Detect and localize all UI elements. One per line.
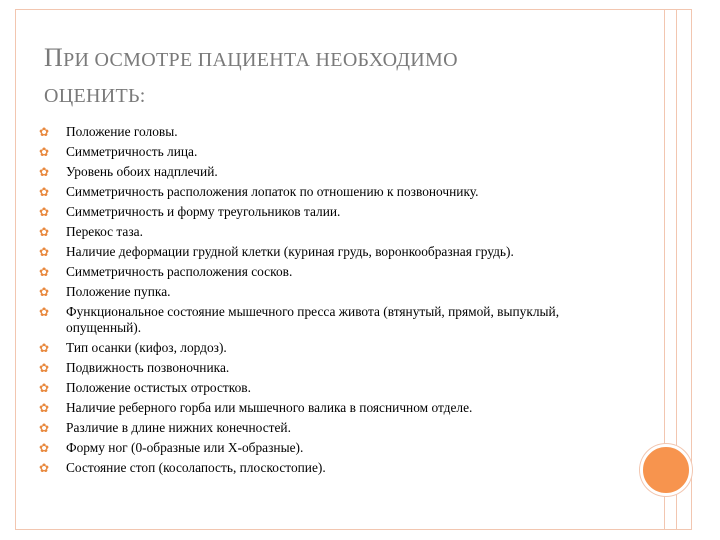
list-item [38,340,618,356]
flower-bullet-icon: ✿ [38,381,50,395]
flower-bullet-icon: ✿ [38,145,50,159]
list-item-text: Положение остистых отростков. [66,380,251,395]
list-item [38,304,618,336]
list-item-text: Симметричность расположения лопаток по отношению к позвоночнику. [66,184,479,199]
list-item-text: Тип осанки (кифоз, лордоз). [66,340,227,355]
list-item [38,144,618,160]
list-item [38,224,618,240]
list-item-text: Симметричность лица. [66,144,198,159]
list-item-text: Симметричность и форму треугольников талии. [66,204,341,219]
list-item-text: Различие в длине нижних конечностей. [66,420,291,435]
list-item-text: Наличие реберного горба или мышечного валика в поясничном отделе. [66,400,473,415]
list-item-text: Наличие деформации грудной клетки (куриная грудь, воронкообразная грудь). [66,244,514,259]
list-item [38,440,618,456]
list-item [38,284,618,300]
flower-bullet-icon: ✿ [38,125,50,139]
flower-bullet-icon: ✿ [38,305,50,319]
list-item [38,460,618,476]
title-initial: П [44,43,64,72]
title-line-2: ОЦЕНИТЬ: [44,85,146,107]
list-item [38,264,618,280]
list-item [38,124,618,140]
slide-title [44,40,624,114]
list-item-text: Подвижность позвоночника. [66,360,230,375]
flower-bullet-icon: ✿ [38,441,50,455]
title-line-1: РИ ОСМОТРЕ ПАЦИЕНТА НЕОБХОДИМО [63,49,458,71]
list-item [38,244,618,260]
list-item-text: Положение головы. [66,124,178,139]
list-item [38,400,618,416]
flower-bullet-icon: ✿ [38,165,50,179]
list-item-text: Состояние стоп (косолапость, плоскостопие). [66,460,326,475]
list-item [38,380,618,396]
list-item [38,360,618,376]
list-item-text: Форму ног (0-образные или Х-образные). [66,440,304,455]
flower-bullet-icon: ✿ [38,285,50,299]
flower-bullet-icon: ✿ [38,421,50,435]
list-item-text: Перекос таза. [66,224,143,239]
flower-bullet-icon: ✿ [38,225,50,239]
flower-bullet-icon: ✿ [38,461,50,475]
list-item [38,204,618,220]
list-item [38,164,618,180]
flower-bullet-icon: ✿ [38,185,50,199]
flower-bullet-icon: ✿ [38,265,50,279]
flower-bullet-icon: ✿ [38,401,50,415]
flower-bullet-icon: ✿ [38,245,50,259]
list-item [38,184,618,200]
list-item [38,420,618,436]
list-item-text: Уровень обоих надплечий. [66,164,218,179]
flower-bullet-icon: ✿ [38,361,50,375]
checklist [38,124,618,480]
flower-bullet-icon: ✿ [38,205,50,219]
decorative-circle [640,444,692,496]
list-item-text: Функциональное состояние мышечного пресса живота (втянутый, прямой, выпуклый, опущенный). [66,304,560,335]
list-item-text: Положение пупка. [66,284,171,299]
list-item-text: Симметричность расположения сосков. [66,264,293,279]
flower-bullet-icon: ✿ [38,341,50,355]
